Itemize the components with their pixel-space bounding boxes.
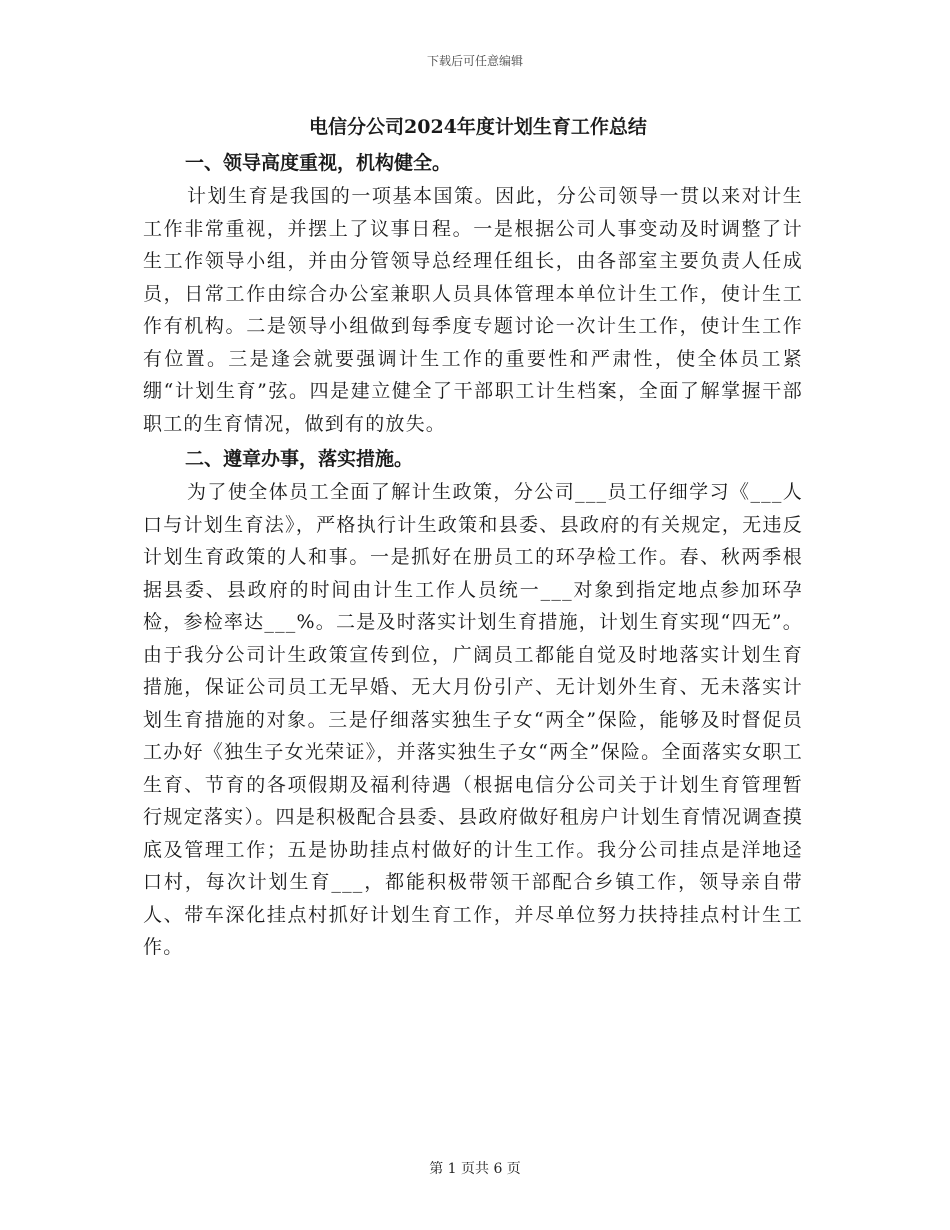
page-header-note: 下载后可任意编辑	[426, 54, 523, 68]
section-heading-2: 二、遵章办事，落实措施。	[185, 448, 414, 470]
section-paragraph-2: 为了使全体员工全面了解计生政策，分公司___员工仔细学习《___人口与计划生育法》，严格执行计生政策和县委、县政府的有关规定，无违反计划生育政策的人和事。一是抓好在册员工的环孕检工作。春、秋两季根据县委、县政府的时间由计生工作人员统一___对象到指定地点参加环孕检，参检率达___%。二是及时落实计划生育措施，计划生育实现“四无”。由于我分公司计生政策宣传到位，广阔员工都能自觉及时地落实计划生育措施，保证公司员工无早婚、无大月份引产、无计划外生育、无未落实计划生育措施的对象。三是仔细落实独生子女“两全”保险，能够及时督促员工办好《独生子女光荣证》，并落实独生子女“两全”保险。全面落实女职工生育、节育的各项假期及福利待遇（根据电信分公司关于计划生育管理暂行规定落实）。四是积极配合县委、县政府做好租房户计划生育情况调查摸底及管理工作；五是协助挂点村做好的计生工作。我分公司挂点是洋地迳口村，每次计划生育___，都能积极带领干部配合乡镇工作，领导亲自带人、带车深化挂点村抓好计划生育工作，并尽单位努力扶持挂点村计生工作。	[143, 481, 803, 958]
page-number: 第 1 页共 6 页	[429, 1161, 521, 1177]
document-body	[143, 110, 803, 966]
document-title: 电信分公司2024年度计划生育工作总结	[309, 116, 647, 138]
section-heading-1: 一、领导高度重视，机构健全。	[185, 152, 452, 174]
section-paragraph-1: 计划生育是我国的一项基本国策。因此，分公司领导一贯以来对计生工作非常重视，并摆上了议事日程。一是根据公司人事变动及时调整了计生工作领导小组，并由分管领导总经理任组长，由各部室主要负责人任成员，日常工作由综合办公室兼职人员具体管理本单位计生工作，使计生工作有机构。二是领导小组做到每季度专题讨论一次计生工作，使计生工作有位置。三是逢会就要强调计生工作的重要性和严肃性，使全体员工紧绷“计划生育”弦。四是建立健全了干部职工计生档案，全面了解掌握干部职工的生育情况，做到有的放失。	[143, 185, 803, 435]
